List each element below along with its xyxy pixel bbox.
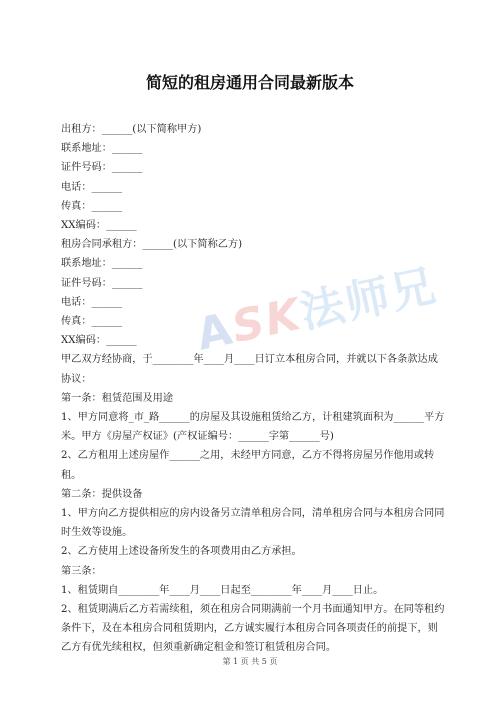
lessee-address-line: 联系地址：______: [61, 258, 143, 270]
lessee-line: 租房合同承租方：______(以下简称乙方): [61, 239, 243, 251]
lessor-phone-line: 电话：______: [61, 181, 123, 193]
article-2-heading: 第二条：提供设备: [61, 488, 143, 500]
document-body: [61, 120, 445, 658]
lessor-line: 出租方：______(以下简称甲方): [61, 124, 202, 135]
article-1-heading: 第一条：租赁范围及用途: [61, 392, 174, 404]
lessee-id-line: 证件号码：______: [61, 277, 143, 289]
watermark-logo: ASK法师兄: [192, 260, 442, 361]
article-2-clause-1: 1、甲方向乙方提供相应的房内设备另立清单租房合同，清单租房合同与本租房合同同时生效等设施。: [61, 508, 445, 539]
document-title: 简短的租房通用合同最新版本: [145, 73, 354, 92]
page-footer: 第 1 页 共 5 页: [222, 657, 278, 666]
lessor-postcode-line: XX编码：______: [61, 220, 137, 232]
lessee-phone-line: 电话：______: [61, 296, 123, 308]
article-3-heading: 第三条：: [61, 565, 102, 577]
lessee-fax-line: 传真：______: [61, 316, 123, 328]
article-3-clause-1: 1、租赁期自________年____月____日起至________年____月____日止。: [61, 584, 384, 596]
lessor-id-line: 证件号码：______: [61, 162, 143, 174]
article-1-clause-1: 1、甲方同意将_市_路______的房屋及其设施租赁给乙方，计租建筑面积为______平方米。甲方《房屋产权证》(产权证编号：______字第______号): [61, 412, 445, 443]
lessor-address-line: 联系地址：______: [61, 143, 143, 155]
article-2-clause-2: 2、乙方使用上述设备所发生的各项费用由乙方承担。: [61, 546, 302, 558]
lessor-fax-line: 传真：______: [61, 200, 123, 212]
article-1-clause-2: 2、乙方租用上述房屋作______之用，未经甲方同意，乙方不得将房屋另作他用或转租。: [61, 450, 435, 481]
lessee-postcode-line: XX编码：______: [61, 335, 137, 347]
agreement-paragraph: 甲乙双方经协商，于________年____月____日订立本租房合同，并就以下各条款达成协议：: [61, 354, 438, 385]
article-3-clause-2: 2、租赁期满后乙方若需续租，须在租房合同期满前一个月书面通知甲方。在同等租约条件下，及在本租房合同租赁期内，乙方诚实履行本租房合同各项责任的前提下，则乙方有优先续租权，但须重新确定租金和签订租赁租房合同。: [61, 604, 445, 654]
